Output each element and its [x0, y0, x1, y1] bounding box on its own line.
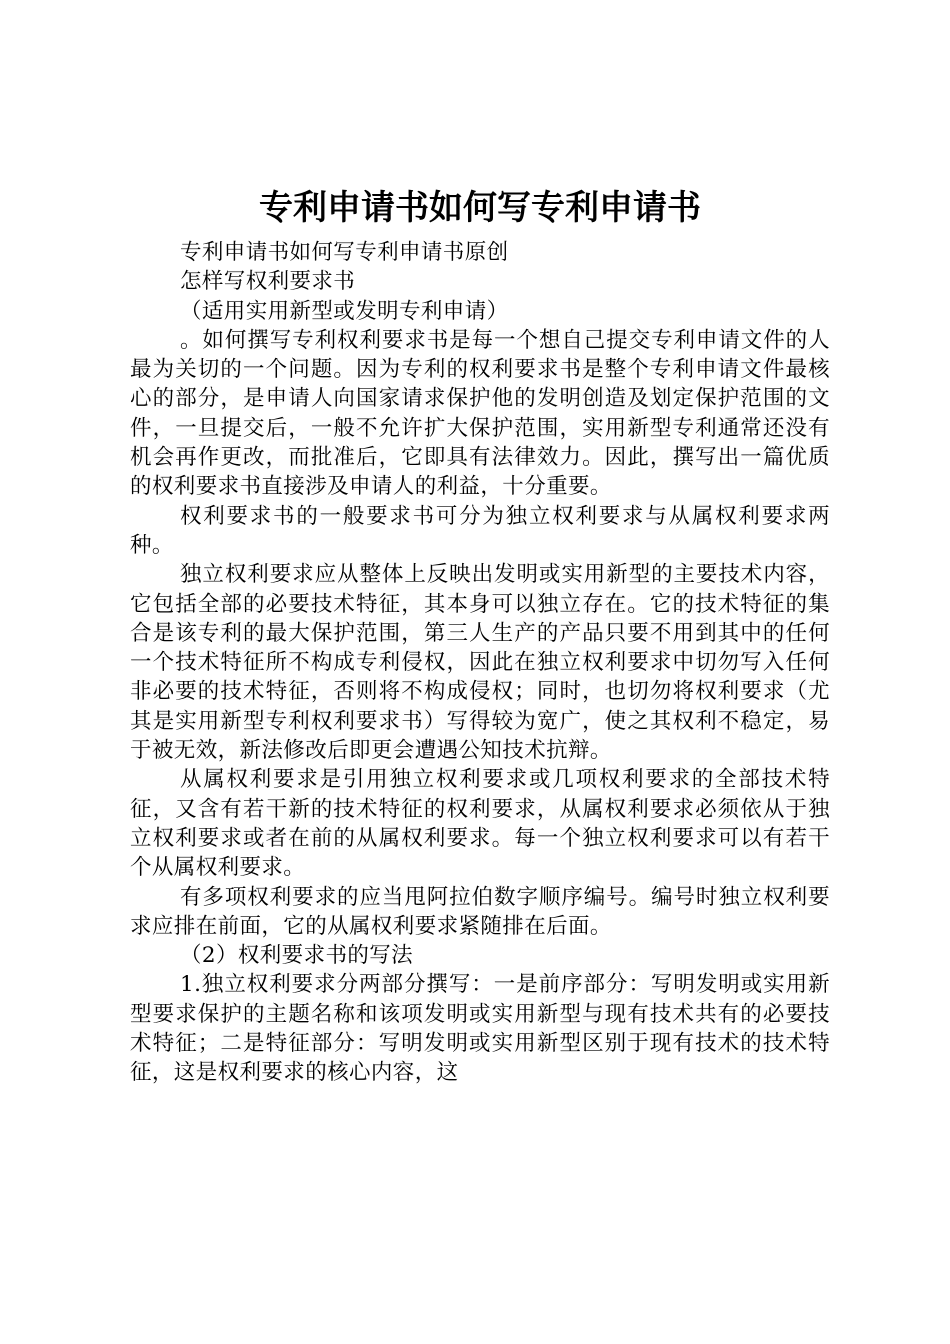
paragraph-independent-claims: 独立权利要求应从整体上反映出发明或实用新型的主要技术内容，它包括全部的必要技术特征，其本身可以独立存在。它的技术特征的集合是该专利的最大保护范围，第三人生产的产品只要不用到其中的任何一个技术特征所不构成专利侵权，因此在独立权利要求中切勿写入任何非必要的技术特征，否则将不构成侵权；同时，也切勿将权利要求（尤其是实用新型专利权利要求书）写得较为宽广，使之其权利不稳定，易于被无效，新法修改后即更会遭遇公知技术抗辩。 — [130, 562, 830, 764]
paragraph-scope-note: （适用实用新型或发明专利申请） — [180, 298, 509, 324]
document-page — [130, 182, 830, 1088]
paragraph-section-heading: （2）权利要求书的写法 — [180, 943, 414, 969]
document-title: 专利申请书如何写专利申请书 — [259, 188, 701, 228]
paragraph-subtitle: 专利申请书如何写专利申请书原创 — [180, 240, 509, 265]
paragraph-heading: 怎样写权利要求书 — [180, 269, 356, 295]
paragraph-dependent-claims: 从属权利要求是引用独立权利要求或几项权利要求的全部技术特征，又含有若干新的技术特征的权利要求，从属权利要求必须依从于独立权利要求或者在前的从属权利要求。每一个独立权利要求可以有若干个从属权利要求。 — [130, 767, 830, 881]
paragraph-writing-method: 1.独立权利要求分两部分撰写：一是前序部分：写明发明或实用新型要求保护的主题名称和该项发明或实用新型与现有技术共有的必要技术特征；二是特征部分：写明发明或实用新型区别于现有技术的技术特征，这是权利要求的核心内容，这 — [130, 972, 830, 1086]
paragraph-claim-types: 权利要求书的一般要求书可分为独立权利要求与从属权利要求两种。 — [130, 503, 830, 558]
paragraph-intro: 。如何撰写专利权利要求书是每一个想自己提交专利申请文件的人最为关切的一个问题。因为专利的权利要求书是整个专利申请文件最核心的部分，是申请人向国家请求保护他的发明创造及划定保护范围的文件，一旦提交后，一般不允许扩大保护范围，实用新型专利通常还没有机会再作更改，而批准后，它即具有法律效力。因此，撰写出一篇优质的权利要求书直接涉及申请人的利益，十分重要。 — [130, 327, 830, 500]
paragraph-numbering: 有多项权利要求的应当甩阿拉伯数字顺序编号。编号时独立权利要求应排在前面，它的从属权利要求紧随排在后面。 — [130, 884, 830, 939]
